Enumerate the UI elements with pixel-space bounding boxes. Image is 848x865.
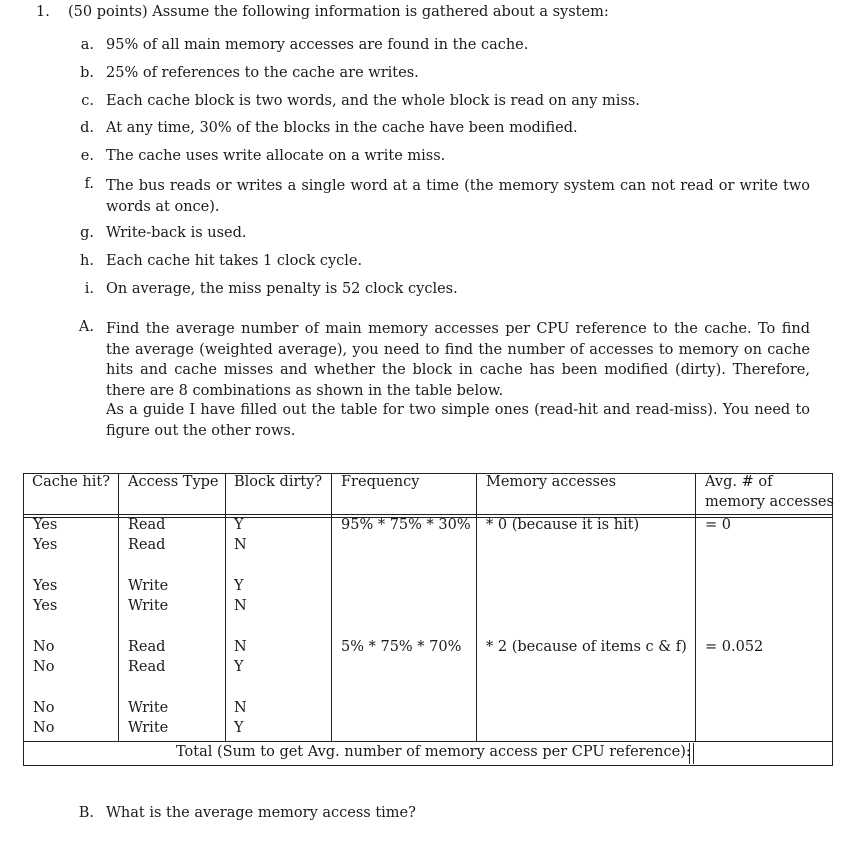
cell-avg: = 0 [705, 517, 731, 533]
cell-memory-accesses: * 0 (because it is hit) [486, 517, 640, 533]
cell-hit: No [33, 700, 55, 716]
cell-hit: No [33, 659, 55, 675]
item-label: b. [80, 65, 94, 81]
question-number: 1. [36, 4, 50, 20]
total-label: Total (Sum to get Avg. number of memory access per CPU reference): [176, 744, 691, 760]
header-frequency: Frequency [341, 474, 420, 490]
cell-hit: Yes [33, 537, 58, 553]
cell-type: Read [128, 639, 166, 655]
cell-hit: No [33, 720, 55, 736]
item-text: The bus reads or writes a single word at a time (the memory system can not read or write two words at once). [106, 178, 810, 215]
part-a-text: Find the average number of main memory accesses per CPU reference to the cache. To find the average (weighted average), you need to find the number of accesses to memory on cache hits and cache misses and whether the block in cache has been modified (dirty). Therefore, there are 8 combinations as shown in the table below. [106, 321, 810, 399]
cell-dirty: Y [234, 578, 244, 594]
header-block-dirty: Block dirty? [234, 474, 323, 490]
item-label: c. [81, 93, 94, 109]
cell-hit: Yes [33, 517, 58, 533]
cell-type: Write [128, 578, 169, 594]
item-label: h. [80, 253, 94, 269]
cell-type: Write [128, 700, 169, 716]
item-label: e. [80, 148, 94, 164]
cell-frequency: 5% * 75% * 70% [341, 639, 462, 655]
cell-frequency: 95% * 75% * 30% [341, 517, 471, 533]
cell-memory-accesses: * 2 (because of items c & f) [486, 639, 687, 655]
header-cache-hit: Cache hit? [32, 474, 110, 490]
item-text: 95% of all main memory accesses are found in the cache. [106, 37, 529, 53]
header-avg-line2: memory accesses [705, 494, 834, 510]
cell-hit: No [33, 639, 55, 655]
total-answer-box[interactable] [696, 743, 832, 764]
item-label: d. [80, 120, 94, 136]
cell-type: Read [128, 517, 166, 533]
cell-hit: Yes [33, 578, 58, 594]
item-text: At any time, 30% of the blocks in the cache have been modified. [106, 120, 578, 136]
item-label: i. [84, 281, 94, 297]
cell-hit: Yes [33, 598, 58, 614]
part-b-text: What is the average memory access time? [106, 805, 416, 821]
cell-type: Write [128, 598, 169, 614]
cell-avg: = 0.052 [705, 639, 764, 655]
item-text: 25% of references to the cache are writes. [106, 65, 419, 81]
item-text: On average, the miss penalty is 52 clock cycles. [106, 281, 458, 297]
item-text: Write-back is used. [106, 225, 247, 241]
header-avg-line1: Avg. # of [705, 474, 773, 490]
item-label: a. [80, 37, 94, 53]
cell-dirty: N [234, 639, 247, 655]
cell-dirty: Y [234, 720, 244, 736]
item-text: Each cache hit takes 1 clock cycle. [106, 253, 363, 269]
cell-dirty: Y [234, 659, 244, 675]
header-access-type: Access Type [128, 474, 219, 490]
part-a-label: A. [78, 319, 94, 335]
part-a-text-2: As a guide I have filled out the table for two simple ones (read-hit and read-miss). You need to figure out the other rows. [106, 402, 810, 439]
item-text: Each cache block is two words, and the whole block is read on any miss. [106, 93, 640, 109]
cell-type: Write [128, 720, 169, 736]
header-memory-accesses: Memory accesses [486, 474, 617, 490]
part-b-label: B. [78, 805, 94, 821]
item-label: g. [80, 225, 94, 241]
item-text: The cache uses write allocate on a write miss. [106, 148, 446, 164]
cell-type: Read [128, 537, 166, 553]
cell-dirty: N [234, 537, 247, 553]
question-intro: (50 points) Assume the following information is gathered about a system: [68, 4, 609, 20]
cell-dirty: N [234, 700, 247, 716]
cell-type: Read [128, 659, 166, 675]
cell-dirty: N [234, 598, 247, 614]
item-label: f. [84, 176, 94, 192]
cell-dirty: Y [234, 517, 244, 533]
